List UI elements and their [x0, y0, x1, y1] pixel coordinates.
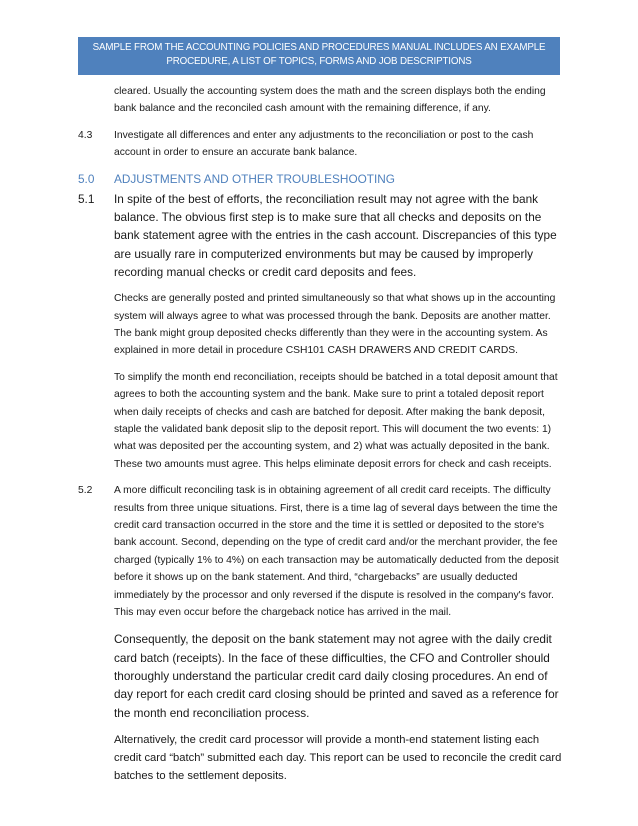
banner-line-1: SAMPLE FROM THE ACCOUNTING POLICIES AND PROCEDURES MANUAL INCLUDES AN EXAMPLE [92, 42, 546, 53]
paragraph-text: Investigate all differences and enter any adjustments to the reconciliation or post to the cash account in order to ensure an accurate bank balance. [114, 129, 534, 159]
section-5-2 [78, 482, 564, 621]
section-5-2-consequently-paragraph [78, 630, 564, 721]
section-heading-5-0 [78, 171, 564, 188]
paragraph-text: A more difficult reconciling task is in obtaining agreement of all credit card receipts. The difficulty results from three unique situations. First, there is a time lag of several days between the time the credit card transaction occurred in the store and the time it is settled or deposited to the store's bank account. Second, depending on the type of credit card and/or the merchant provider, the fee charged (typically 1% to 4%) on each transaction may be automatically deducted from the deposit before it shows up on the bank statement. And third, “chargebacks” are usually deducted immediately by the processor and only reversed if the dispute is resolved in the company's favor. This may even occur before the chargeback notice has arrived in the mail. [114, 485, 559, 619]
paragraph-text: To simplify the month end reconciliation, receipts should be batched in a total deposit amount that agrees to both the accounting system and the bank. Make sure to print a totaled deposit report when daily receipts of checks and cash are batched for deposit. After making the bank deposit, staple the validated bank deposit slip to the deposit report. This will document the two events: 1) what was deposited per the accounting system, and 2) what was actually deposited in the bank. These two amounts must agree. This helps eliminate deposit errors for check and cash receipts. [114, 371, 558, 470]
paragraph-text: Alternatively, the credit card processor will provide a month-end statement listing each credit card “batch” submitted each day. This report can be used to reconcile the credit card batches to the settlement deposits. [114, 733, 562, 782]
paragraph-text: In spite of the best of efforts, the reconciliation result may not agree with the bank balance. The obvious first step is to make sure that all checks and deposits on the bank statement agree with the entries in the cash account. Discrepancies of this type are usually rare in computerized environments but may be caused by improperly recording manual checks or credit card deposits and fees. [114, 191, 557, 279]
section-number: 5.1 [78, 191, 95, 206]
section-4-3 [78, 127, 564, 162]
paragraph-text: Checks are generally posted and printed simultaneously so that what shows up in the accounting system will always agree to what was processed through the bank. Deposits are another matter. The bank might group deposited checks differently than they were in the accounting system. As explained in more detail in procedure CSH101 CASH DRAWERS AND CREDIT CARDS. [114, 293, 556, 357]
section-heading-text: ADJUSTMENTS AND OTHER TROUBLESHOOTING [114, 171, 395, 186]
section-5-1-simplify-paragraph [78, 369, 564, 473]
section-5-1-checks-paragraph [78, 290, 564, 360]
section-number: 5.2 [78, 485, 93, 497]
header-banner [78, 37, 560, 75]
section-5-2-alternatively-paragraph [78, 731, 564, 785]
paragraph-continued [78, 83, 564, 118]
section-5-1 [78, 190, 564, 281]
section-number: 5.0 [78, 171, 95, 186]
paragraph-text: cleared. Usually the accounting system does the math and the screen displays both the ending bank balance and the reconciled cash amount with the remaining difference, if any. [114, 86, 546, 115]
section-number: 4.3 [78, 129, 93, 141]
banner-line-2: PROCEDURE, A LIST OF TOPICS, FORMS AND JOB DESCRIPTIONS [166, 56, 472, 67]
document-body [78, 83, 564, 794]
paragraph-text: Consequently, the deposit on the bank statement may not agree with the daily credit card batch (receipts). In the face of these difficulties, the CFO and Controller should thoroughly understand the particular credit card daily closing procedures. An end of day report for each credit card closing should be printed and saved as a reference for the month end reconciliation process. [114, 632, 559, 720]
